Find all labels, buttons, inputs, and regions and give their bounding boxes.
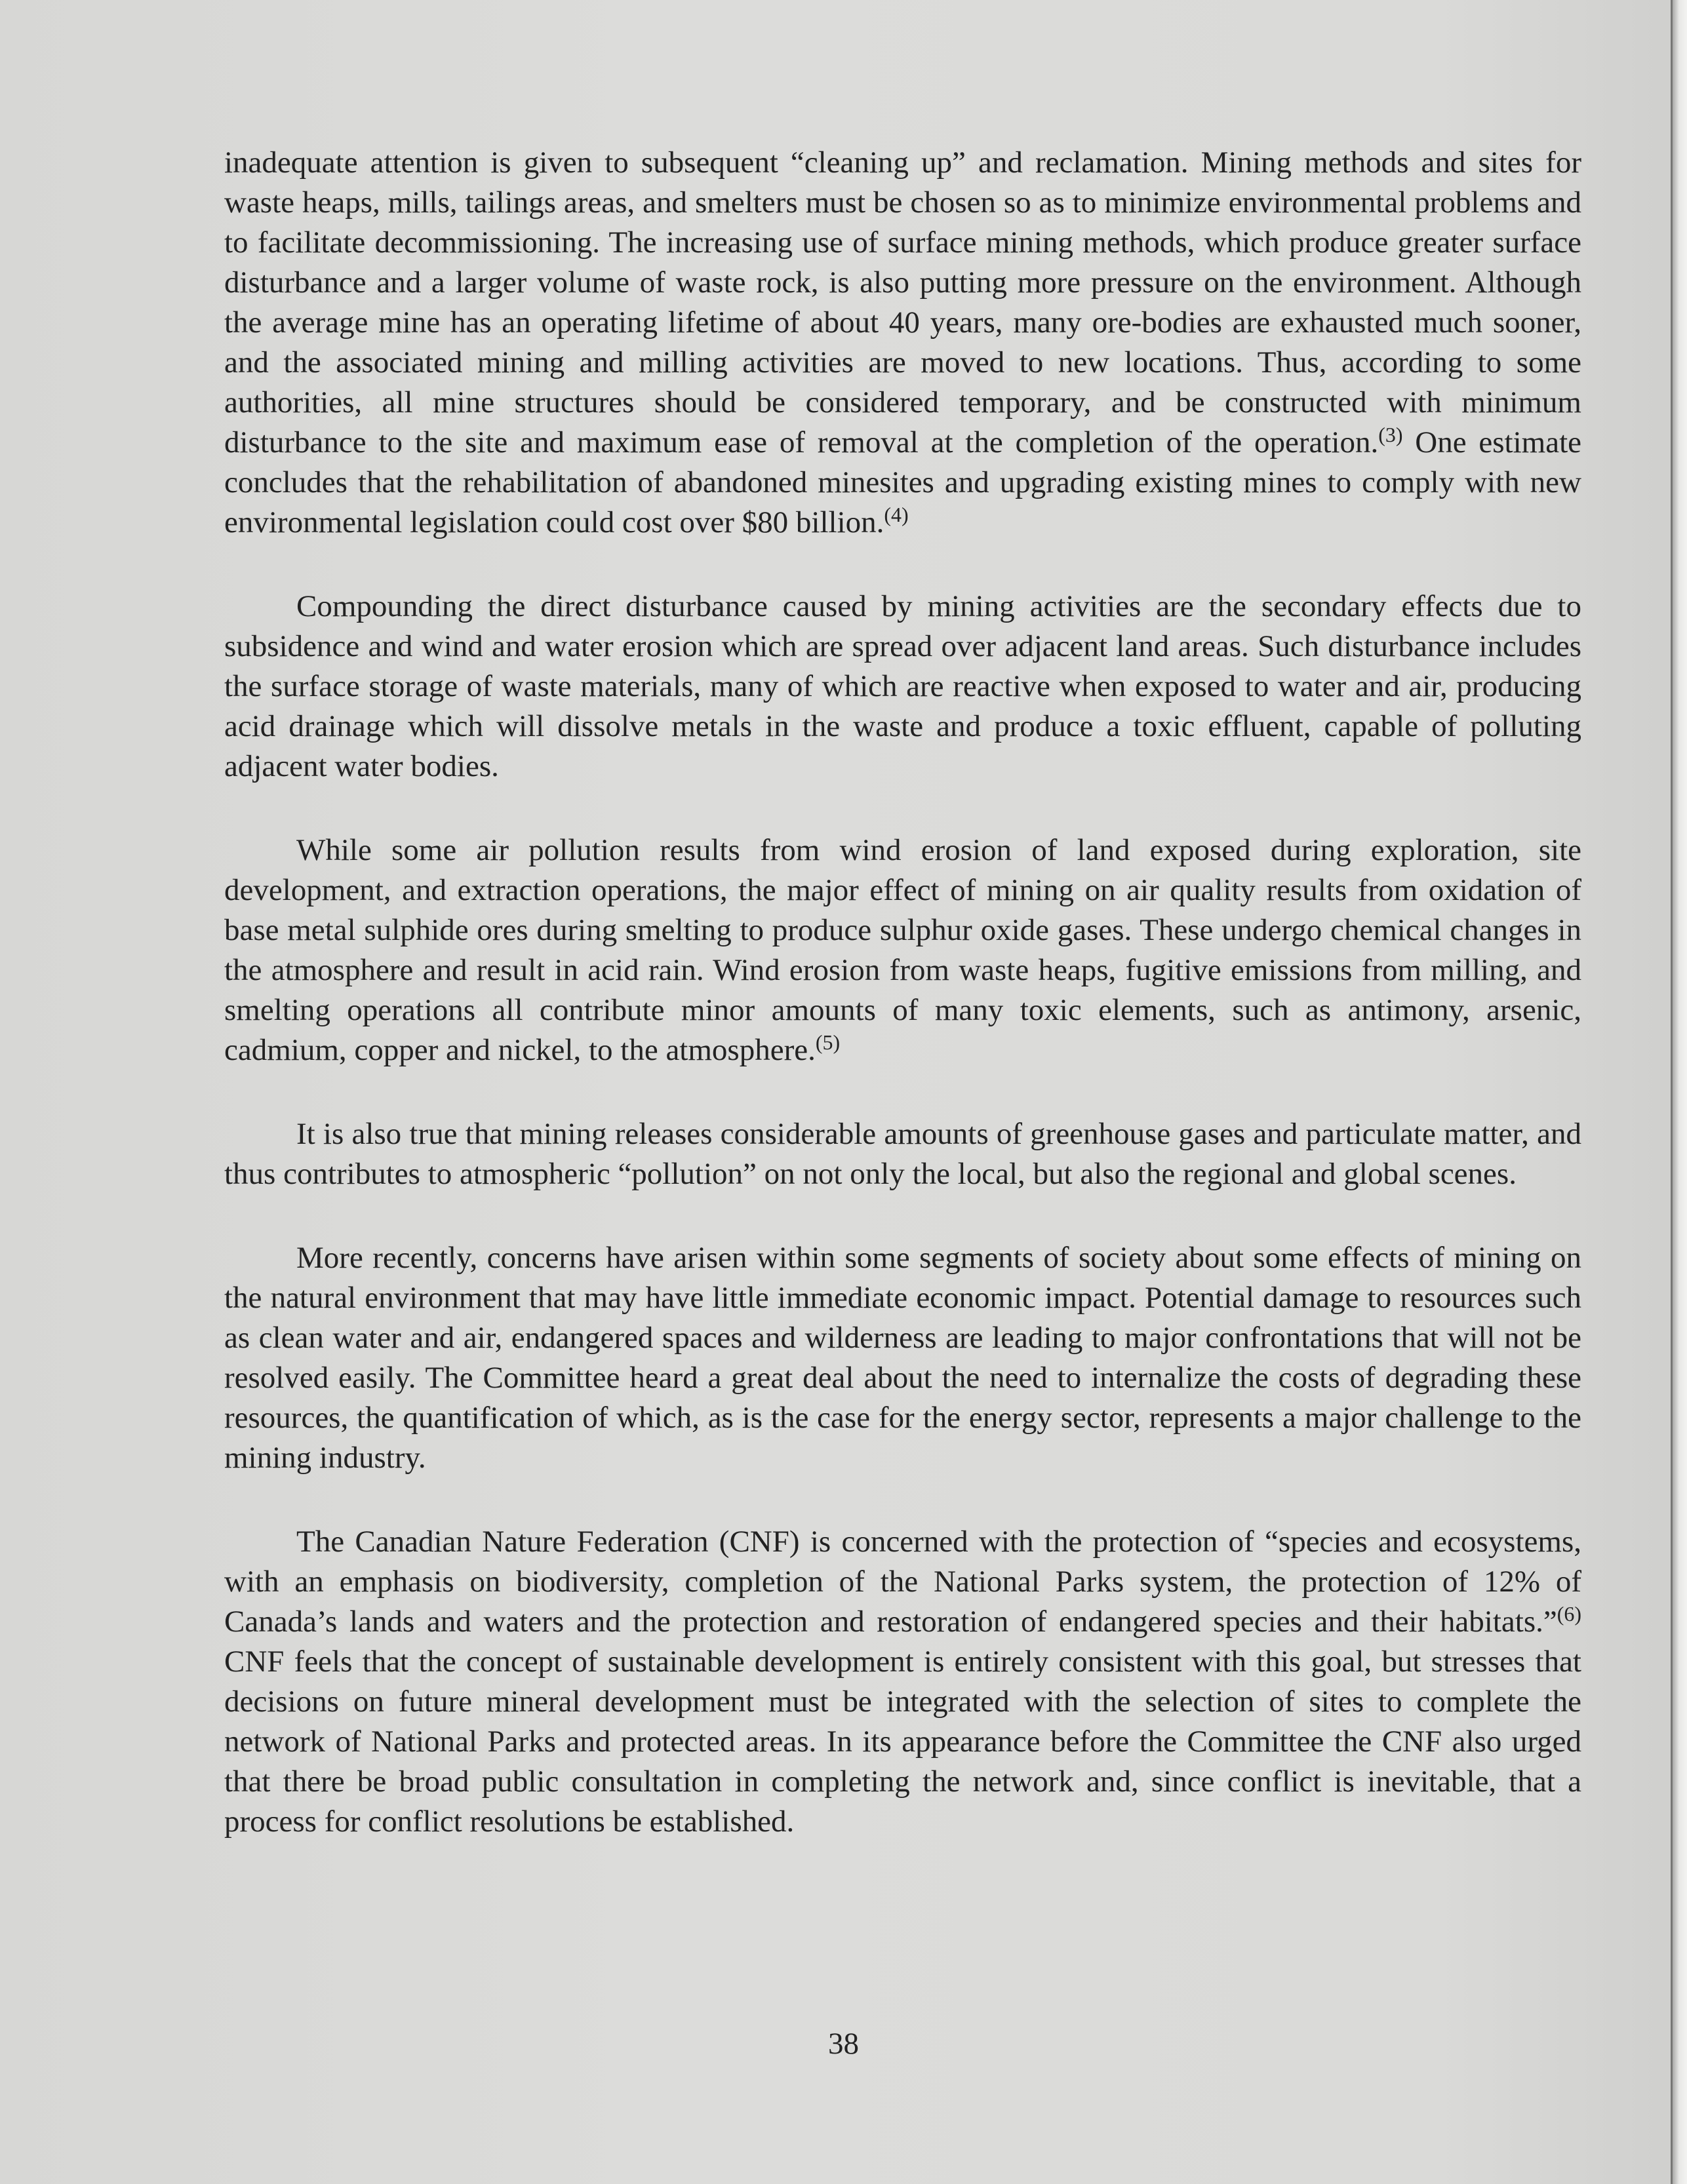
paragraph-text: It is also true that mining releases considerable amounts of greenhouse gases and particulate matter, and thus contributes to atmospheric “pollution” on not only the local, but also the regional and global scenes.	[224, 1117, 1581, 1191]
footnote-reference: (6)	[1557, 1603, 1581, 1626]
page-edge-shadow	[1671, 0, 1687, 2184]
paragraph-text: More recently, concerns have arisen within some segments of society about some effects of mining on the natural environment that may have little immediate economic impact. Potential damage to resources such as clean water and air, endangered spaces and wilderness are leading to major confrontations that will not be resolved easily. The Committee heard a great deal about the need to internalize the costs of degrading these resources, the quantification of which, as is the case for the energy sector, represents a major challenge to the mining industry.	[224, 1241, 1581, 1475]
paragraph-canadian-nature-federation	[224, 1522, 1581, 1842]
paragraph-text-continued: One estimate concludes that the rehabilitation of abandoned minesites and upgrading existing mines to comply with new environmental legislation could cost over $80 billion.	[224, 425, 1581, 539]
paragraph-text: The Canadian Nature Federation (CNF) is concerned with the protection of “species and ecosystems, with an emphasis on biodiversity, completion of the National Parks system, the protection of 12% of Canada’s lands and waters and the protection and restoration of endangered species and their habitats.”	[224, 1525, 1581, 1639]
paragraph-greenhouse-gases	[224, 1114, 1581, 1194]
body-text	[224, 143, 1581, 1886]
paragraph-natural-environment-concerns	[224, 1238, 1581, 1478]
footnote-reference: (3)	[1378, 423, 1403, 447]
paragraph-text-continued: CNF feels that the concept of sustainable development is entirely consistent with this goal, but stresses that decisions on future mineral development must be integrated with the selection of sites to complete the network of National Parks and protected areas. In its appearance before the Committee the CNF also urged that there be broad public consultation in completing the network and, since conflict is inevitable, that a process for conflict resolutions be established.	[224, 1645, 1581, 1839]
paragraph-mining-reclamation	[224, 143, 1581, 543]
paragraph-text: Compounding the direct disturbance caused by mining activities are the secondary effects due to subsidence and wind and water erosion which are spread over adjacent land areas. Such disturbance includes the surface storage of waste materials, many of which are reactive when exposed to water and air, producing acid drainage which will dissolve metals in the waste and produce a toxic effluent, capable of polluting adjacent water bodies.	[224, 589, 1581, 783]
paragraph-secondary-effects	[224, 587, 1581, 787]
page-number: 38	[828, 2027, 859, 2061]
footnote-reference: (5)	[815, 1031, 841, 1055]
paragraph-text: inadequate attention is given to subsequent “cleaning up” and reclamation. Mining methods and sites for waste heaps, mills, tailings areas, and smelters must be chosen so as to minimize environmental problems and to facilitate decommissioning. The increasing use of surface mining methods, which produce greater surface disturbance and a larger volume of waste rock, is also putting more pressure on the environment. Although the average mine has an operating lifetime of about 40 years, many ore-bodies are exhausted much sooner, and the associated mining and milling activities are moved to new locations. Thus, according to some authorities, all mine structures should be considered temporary, and be constructed with minimum disturbance to the site and maximum ease of removal at the completion of the operation.	[224, 146, 1581, 459]
paragraph-air-pollution	[224, 830, 1581, 1070]
paragraph-text: While some air pollution results from wind erosion of land exposed during exploration, site development, and extraction operations, the major effect of mining on air quality results from oxidation of base metal sulphide ores during smelting to produce sulphur oxide gases. These undergo chemical changes in the atmosphere and result in acid rain. Wind erosion from waste heaps, fugitive emissions from milling, and smelting operations all contribute minor amounts of many toxic elements, such as antimony, arsenic, cadmium, copper and nickel, to the atmosphere.	[224, 833, 1581, 1067]
footnote-reference: (4)	[884, 503, 909, 527]
